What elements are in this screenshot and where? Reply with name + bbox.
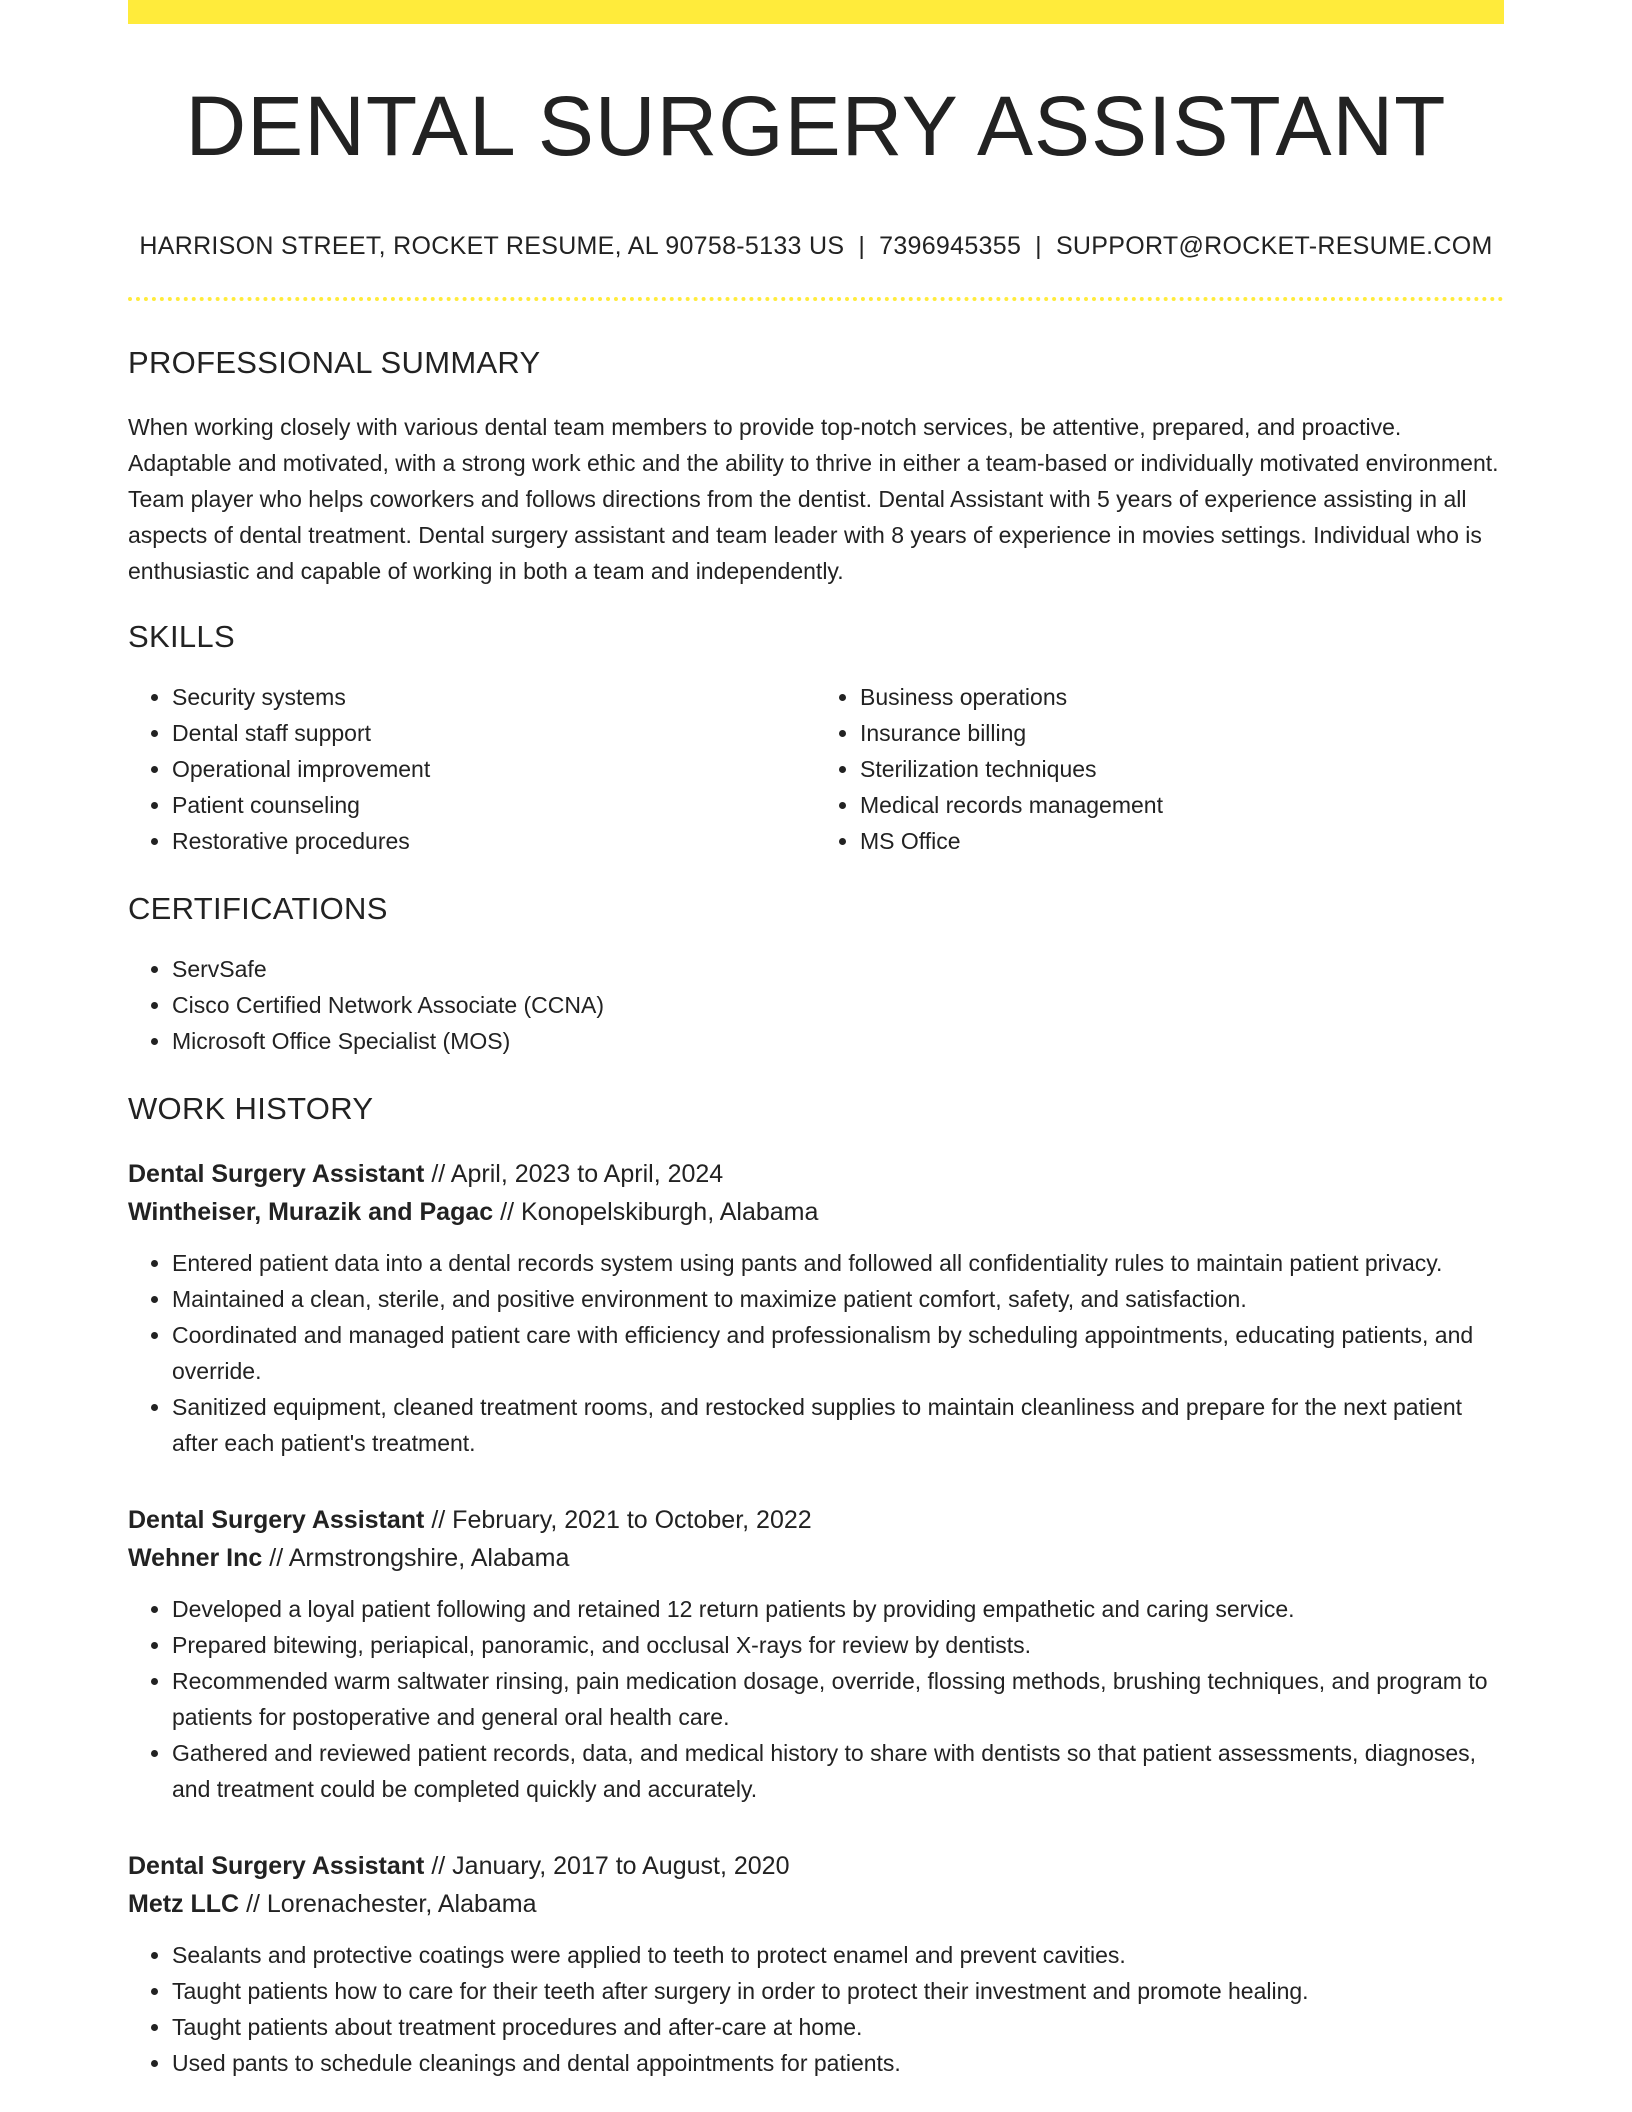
summary-heading: PROFESSIONAL SUMMARY: [128, 345, 541, 381]
skill-item: • Operational improvement: [172, 751, 816, 787]
job-role: Dental Surgery Assistant: [128, 1506, 425, 1535]
resume-content: [128, 0, 1504, 2081]
job-company: Metz LLC: [128, 1890, 240, 1919]
job-company-line: [128, 1539, 1504, 1577]
job-dates: // April, 2023 to April, 2024: [431, 1160, 724, 1189]
job-dates: // January, 2017 to August, 2020: [431, 1852, 790, 1881]
skill-item: • Restorative procedures: [172, 823, 816, 859]
job-bullet: • Taught patients about treatment procedures and after-care at home.: [172, 2009, 1504, 2045]
skill-item: • Business operations: [860, 679, 1504, 715]
job-bullet: • Prepared bitewing, periapical, panoramic, and occlusal X-rays for review by dentists.: [172, 1627, 1504, 1663]
job-company-line: [128, 1885, 1504, 1923]
job-role-line: [128, 1155, 1504, 1193]
job-bullets: [128, 1245, 1504, 1461]
job-location: // Armstrongshire, Alabama: [269, 1544, 570, 1573]
job-bullets: [128, 1591, 1504, 1807]
skill-item: • Insurance billing: [860, 715, 1504, 751]
work-history-heading: WORK HISTORY: [128, 1091, 374, 1127]
dotted-divider: [128, 297, 1504, 301]
skill-item: • MS Office: [860, 823, 1504, 859]
candidate-title: DENTAL SURGERY ASSISTANT: [185, 79, 1447, 173]
job-location: // Konopelskiburgh, Alabama: [500, 1198, 819, 1227]
skills-list-right: [816, 679, 1504, 859]
job-entry: [128, 1847, 1504, 2081]
certification-item: • Cisco Certified Network Associate (CCNA): [172, 987, 1504, 1023]
contact-address: HARRISON STREET, ROCKET RESUME, AL 90758-5133 US: [139, 232, 845, 261]
summary-text: When working closely with various dental team members to provide top-notch services, be attentive, prepared, and proactive. Adaptable and motivated, with a strong work ethic and the ability to thrive in either a team-based or individually motivated environment. Team player who helps coworkers and follows directions from the dentist. Dental Assistant with 5 years of experience assisting in all aspects of dental treatment. Dental surgery assistant and team leader with 8 years of experience in movies settings. Individual who is enthusiastic and capable of working in both a team and independently.: [128, 414, 1499, 585]
job-bullet: • Coordinated and managed patient care with efficiency and professionalism by scheduling appointments, educating patients, and override.: [172, 1317, 1504, 1389]
job-location: // Lorenachester, Alabama: [246, 1890, 537, 1919]
job-role: Dental Surgery Assistant: [128, 1160, 425, 1189]
skills-list-left: [128, 679, 816, 859]
certification-item: • Microsoft Office Specialist (MOS): [172, 1023, 1504, 1059]
job-dates: // February, 2021 to October, 2022: [431, 1506, 812, 1535]
job-bullets: [128, 1937, 1504, 2081]
job-bullet: • Maintained a clean, sterile, and positive environment to maximize patient comfort, safety, and satisfaction.: [172, 1281, 1504, 1317]
skills-heading: SKILLS: [128, 619, 235, 655]
job-bullet: • Gathered and reviewed patient records, data, and medical history to share with dentists so that patient assessments, diagnoses, and treatment could be completed quickly and accurately.: [172, 1735, 1504, 1807]
job-entry: [128, 1501, 1504, 1807]
certifications-list: [128, 951, 1504, 1059]
skill-item: • Sterilization techniques: [860, 751, 1504, 787]
skill-item: • Security systems: [172, 679, 816, 715]
job-company-line: [128, 1193, 1504, 1231]
contact-separator: |: [858, 232, 866, 261]
contact-phone[interactable]: 7396945355: [879, 232, 1022, 261]
job-role-line: [128, 1847, 1504, 1885]
job-bullet: • Sealants and protective coatings were applied to teeth to protect enamel and prevent cavities.: [172, 1937, 1504, 1973]
job-bullet: • Entered patient data into a dental records system using pants and followed all confidentiality rules to maintain patient privacy.: [172, 1245, 1504, 1281]
job-company: Wehner Inc: [128, 1544, 263, 1573]
skills-columns: [128, 679, 1504, 859]
job-bullet: • Recommended warm saltwater rinsing, pain medication dosage, override, flossing methods, brushing techniques, and program to patients for postoperative and general oral health care.: [172, 1663, 1504, 1735]
contact-separator: |: [1035, 232, 1042, 261]
accent-top-bar: [128, 0, 1504, 24]
skill-item: • Medical records management: [860, 787, 1504, 823]
certifications-heading: CERTIFICATIONS: [128, 891, 388, 927]
job-role: Dental Surgery Assistant: [128, 1852, 425, 1881]
job-bullet: • Developed a loyal patient following and retained 12 return patients by providing empathetic and caring service.: [172, 1591, 1504, 1627]
contact-email[interactable]: SUPPORT@ROCKET-RESUME.COM: [1055, 232, 1493, 261]
job-role-line: [128, 1501, 1504, 1539]
job-company: Wintheiser, Murazik and Pagac: [128, 1198, 494, 1227]
contact-line: [128, 232, 1504, 261]
certification-item: • ServSafe: [172, 951, 1504, 987]
job-bullet: • Sanitized equipment, cleaned treatment rooms, and restocked supplies to maintain cleanliness and prepare for the next patient after each patient's treatment.: [172, 1389, 1504, 1461]
job-entry: [128, 1155, 1504, 1461]
job-bullet: • Taught patients how to care for their teeth after surgery in order to protect their investment and promote healing.: [172, 1973, 1504, 2009]
skill-item: • Patient counseling: [172, 787, 816, 823]
job-bullet: • Used pants to schedule cleanings and dental appointments for patients.: [172, 2045, 1504, 2081]
skill-item: • Dental staff support: [172, 715, 816, 751]
